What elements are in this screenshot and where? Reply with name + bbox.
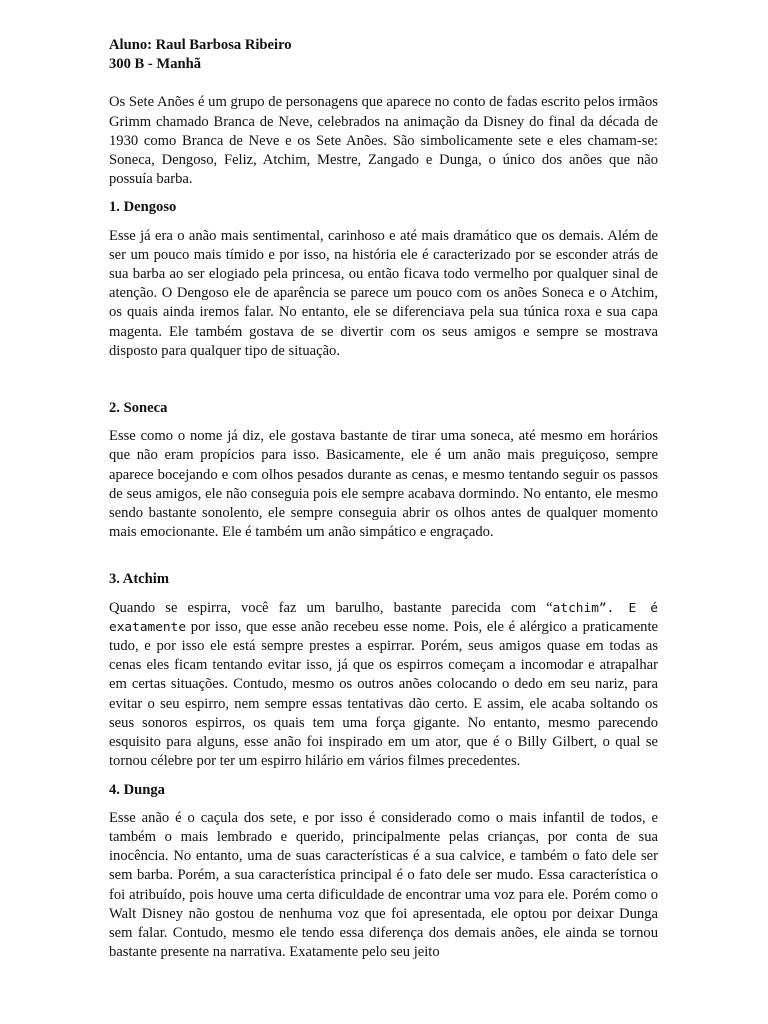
section-soneca xyxy=(109,399,658,542)
section-body-start: Quando se espirra, você faz um barulho, bastante parecida com “ xyxy=(109,599,553,616)
section-title: 4. Dunga xyxy=(109,781,165,798)
section-title: 2. Soneca xyxy=(109,400,168,417)
section-body-end: por isso, que esse anão recebeu esse nome. Pois, ele é alérgico a praticamente tudo, e por isso ele está sempre prestes a espirrar. Porém, seus amigos quase em todas as cenas eles ficam tentando evitar isso, já que os espirros começam a incomodar e atrapalhar em certas situações. Contudo, mesmo os outros anões colocando o dedo em seu nariz, para evitar o seu espirro, nem sempre essas tentativas dão certo. E assim, ele acaba soltando os seus sonoros espirros, os quais tem uma força gigante. No entanto, mesmo parecendo esquisito para alguns, esse anão foi inspirado em um ator, que é o Billy Gilbert, o qual se tornou célebre por ter um espirro hilário em vários filmes precedentes. xyxy=(109,618,658,770)
class-info: 300 B - Manhã xyxy=(109,56,202,73)
section-body xyxy=(109,599,658,772)
document-content xyxy=(109,36,658,962)
section-dunga xyxy=(109,781,658,963)
section-body: Esse como o nome já diz, ele gostava bastante de tirar uma soneca, até mesmo em horários que não eram propícios para isso. Basicamente, ele é um anão mais preguiçoso, sempre aparece bocejando e com olhos pesados durante as cenas, e mesmo tentando seguir os passos de seus amigos, ele não conseguia pois ele sempre acabava dormindo. No entanto, ele mesmo sendo bastante sonolento, ele sempre conseguia abrir os olhos antes de qualquer momento mais emocionante. Ele é também um anão simpático e engraçado. xyxy=(109,428,658,541)
section-title: 3. Atchim xyxy=(109,571,169,588)
section-body: Esse já era o anão mais sentimental, carinhoso e até mais dramático que os demais. Além de ser um pouco mais tímido e por isso, na história ele é caracterizado por se esconder atrás de sua barba ao ser elogiado pela princesa, ou então ficava todo vermelho por qualquer sinal de atenção. O Dengoso ele de aparência se parece um pouco com os anões Soneca e o Atchim, os quais ainda iremos falar. No entanto, ele se diferenciava pela sua túnica roxa e sua capa magenta. Ele também gostava de se divertir com os seus amigos e sempre se mostrava disposto para qualquer tipo de situação. xyxy=(109,227,658,359)
section-atchim xyxy=(109,570,658,771)
section-body: Esse anão é o caçula dos sete, e por isso é considerado como o mais infantil de todos, e também o mais lembrado e querido, principalmente pelas crianças, por conta de sua inocência. No entanto, uma de suas características é a sua calvice, e também o fato dele ser sem barba. Porém, a sua característica principal é o fato dele ser mudo. Essa característica o foi atribuído, pois houve uma certa dificuldade de encontrar uma voz para ele. Porém como o Walt Disney não gostou de nenhuma voz que foi apresentada, ele optou por deixar Dunga sem falar. Contudo, mesmo ele tendo essa diferença dos demais anões, ele ainda se tornou bastante presente na narrativa. Exatamente pelo seu jeito xyxy=(109,809,658,961)
student-name: Aluno: Raul Barbosa Ribeiro xyxy=(109,37,292,53)
intro-paragraph: Os Sete Anões é um grupo de personagens que aparece no conto de fadas escrito pelos irmãos Grimm chamado Branca de Neve, celebrados na animação da Disney do final da década de 1930 como Branca de Neve e os Sete Anões. São simbolicamente sete e eles chamam-se: Soneca, Dengoso, Feliz, Atchim, Mestre, Zangado e Dunga, o único dos anões que não possuía barba. xyxy=(109,94,658,188)
section-title: 1. Dengoso xyxy=(109,199,177,216)
section-body-mono: atchim”. E é exatamente xyxy=(109,600,659,635)
section-dengoso xyxy=(109,198,658,361)
